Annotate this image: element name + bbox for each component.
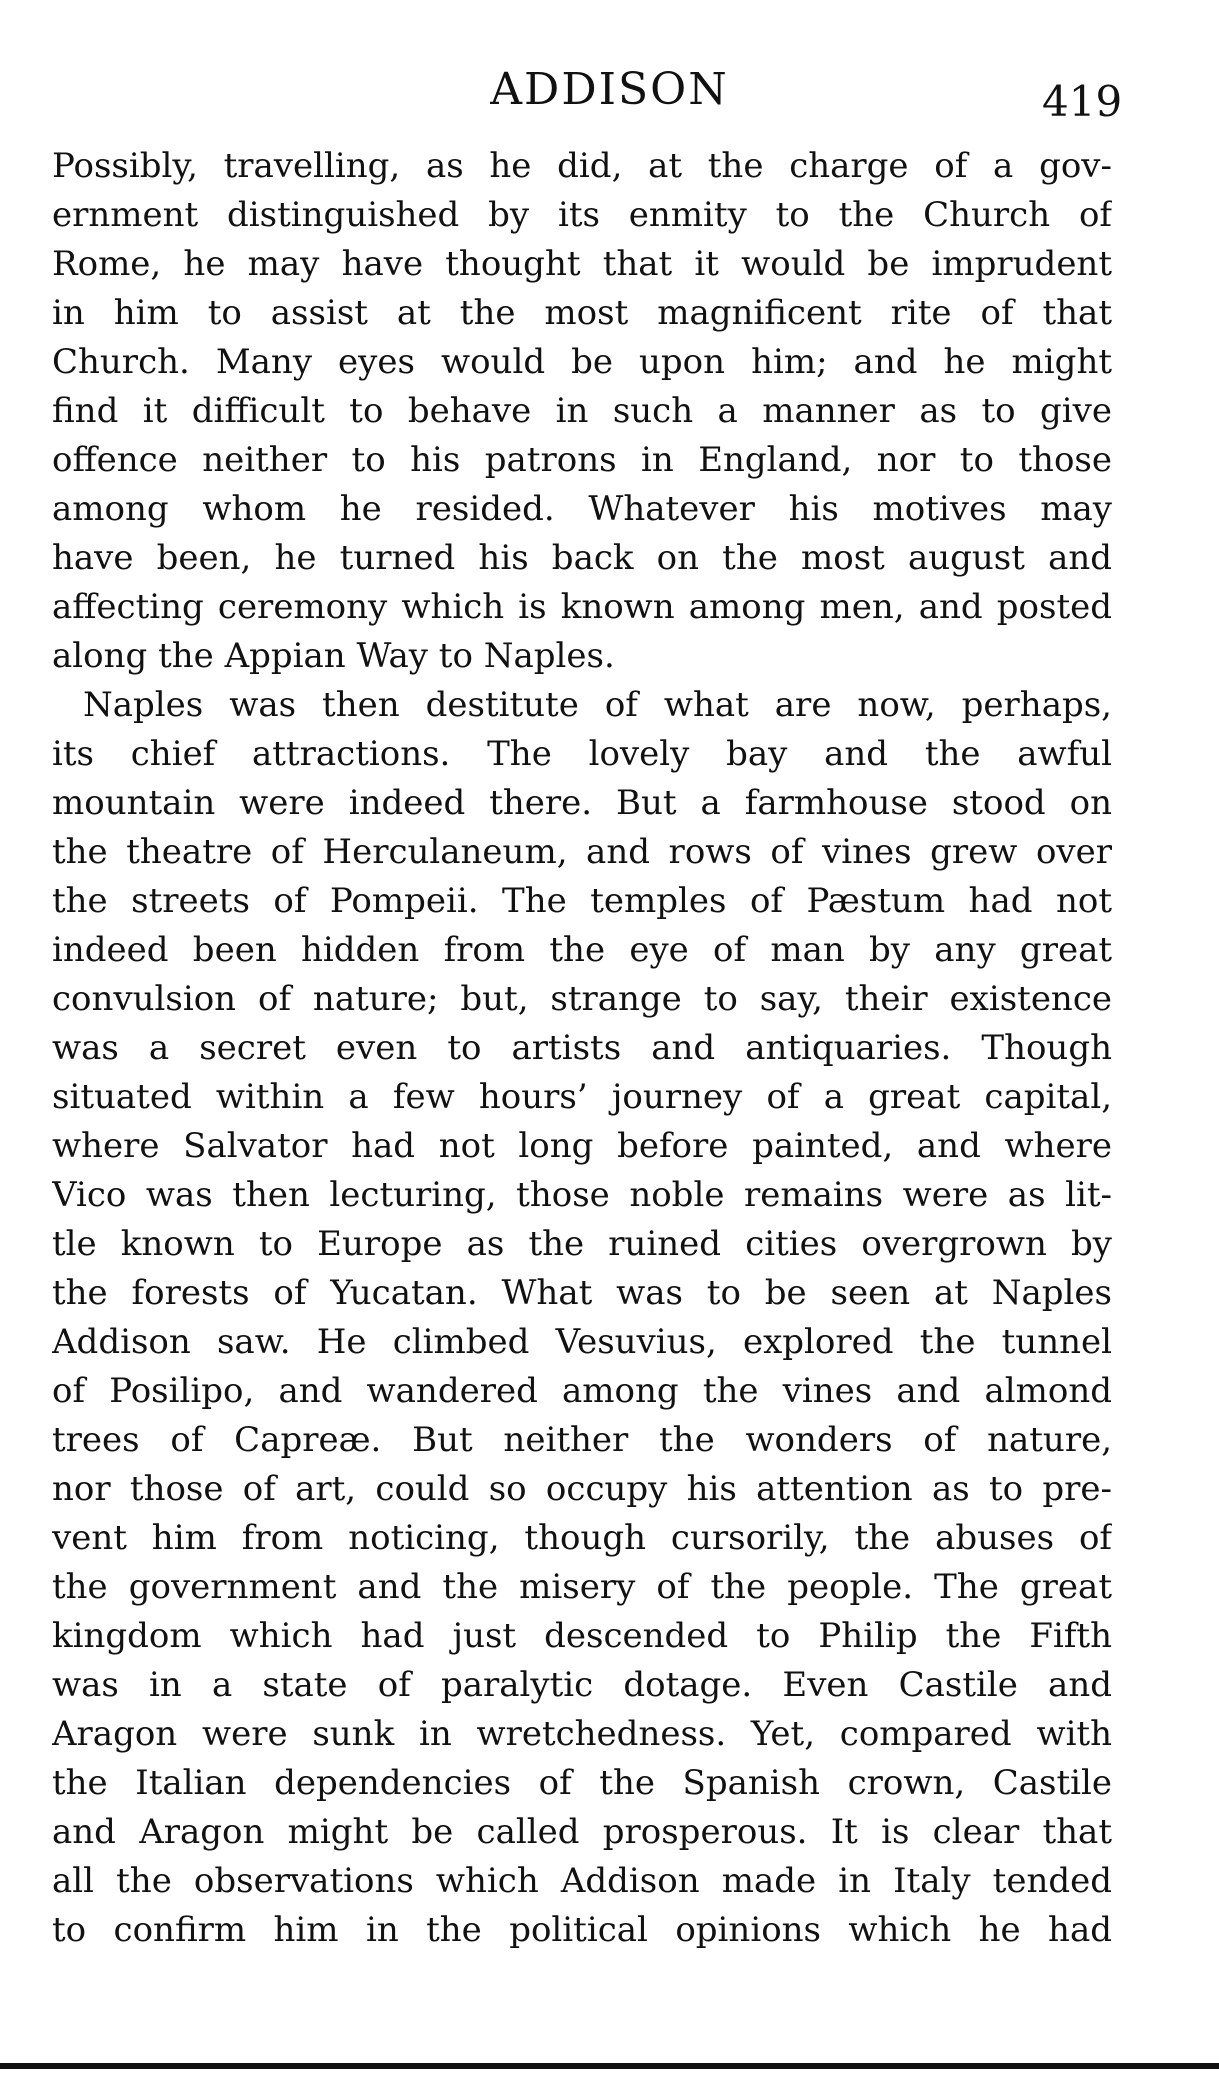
text-line: offence neither to his patrons in England, nor to those (52, 440, 1112, 480)
text-line: affecting ceremony which is known among men, and posted (52, 587, 1112, 627)
text-line: was a secret even to artists and antiquaries. Though (52, 1028, 1112, 1068)
paragraph-1 (52, 142, 1112, 681)
text-line: Possibly, travelling, as he did, at the charge of a gov- (52, 146, 1112, 186)
text-line: the Italian dependencies of the Spanish crown, Castile (52, 1763, 1112, 1803)
body-text (52, 142, 1112, 1955)
paragraph-2 (52, 681, 1112, 1955)
text-line: and Aragon might be called prosperous. It is clear that (52, 1812, 1112, 1852)
text-line: the streets of Pompeii. The temples of Pæstum had not (52, 881, 1112, 921)
text-line: ernment distinguished by its enmity to the Church of (52, 195, 1112, 235)
text-line: indeed been hidden from the eye of man by any great (52, 930, 1112, 970)
text-line: of Posilipo, and wandered among the vines and almond (52, 1371, 1112, 1411)
text-line: Addison saw. He climbed Vesuvius, explored the tunnel (52, 1322, 1112, 1362)
text-line: among whom he resided. Whatever his motives may (52, 489, 1112, 529)
page-number: 419 (1042, 77, 1123, 126)
text-line: Church. Many eyes would be upon him; and he might (52, 342, 1112, 382)
text-line: all the observations which Addison made in Italy tended (52, 1861, 1112, 1901)
text-line: the theatre of Herculaneum, and rows of vines grew over (52, 832, 1112, 872)
running-header-title: ADDISON (490, 64, 729, 115)
text-line: the government and the misery of the people. The great (52, 1567, 1112, 1607)
text-line: mountain were indeed there. But a farmhouse stood on (52, 783, 1112, 823)
page-bottom-rule (0, 2063, 1219, 2069)
text-line: was in a state of paralytic dotage. Even Castile and (52, 1665, 1112, 1705)
text-line: Vico was then lecturing, those noble remains were as lit- (52, 1175, 1112, 1215)
text-line: the forests of Yucatan. What was to be seen at Naples (52, 1273, 1112, 1313)
text-line: convulsion of nature; but, strange to say, their existence (52, 979, 1112, 1019)
text-line: where Salvator had not long before painted, and where (52, 1126, 1112, 1166)
text-line: Naples was then destitute of what are now, perhaps, (83, 685, 1112, 725)
text-line: vent him from noticing, though cursorily, the abuses of (52, 1518, 1112, 1558)
text-line: its chief attractions. The lovely bay and the awful (52, 734, 1112, 774)
text-line: have been, he turned his back on the most august and (52, 538, 1112, 578)
text-line: to confirm him in the political opinions which he had (52, 1910, 1112, 1950)
text-line: trees of Capreæ. But neither the wonders of nature, (52, 1420, 1112, 1460)
text-line: along the Appian Way to Naples. (52, 636, 615, 676)
text-line: kingdom which had just descended to Philip the Fifth (52, 1616, 1112, 1656)
text-line: tle known to Europe as the ruined cities overgrown by (52, 1224, 1112, 1264)
text-line: in him to assist at the most magnificent rite of that (52, 293, 1112, 333)
text-line: Rome, he may have thought that it would be imprudent (52, 244, 1112, 284)
text-line: situated within a few hours’ journey of a great capital, (52, 1077, 1112, 1117)
text-line: find it difficult to behave in such a manner as to give (52, 391, 1112, 431)
text-line: nor those of art, could so occupy his attention as to pre- (52, 1469, 1112, 1509)
text-line: Aragon were sunk in wretchedness. Yet, compared with (52, 1714, 1112, 1754)
